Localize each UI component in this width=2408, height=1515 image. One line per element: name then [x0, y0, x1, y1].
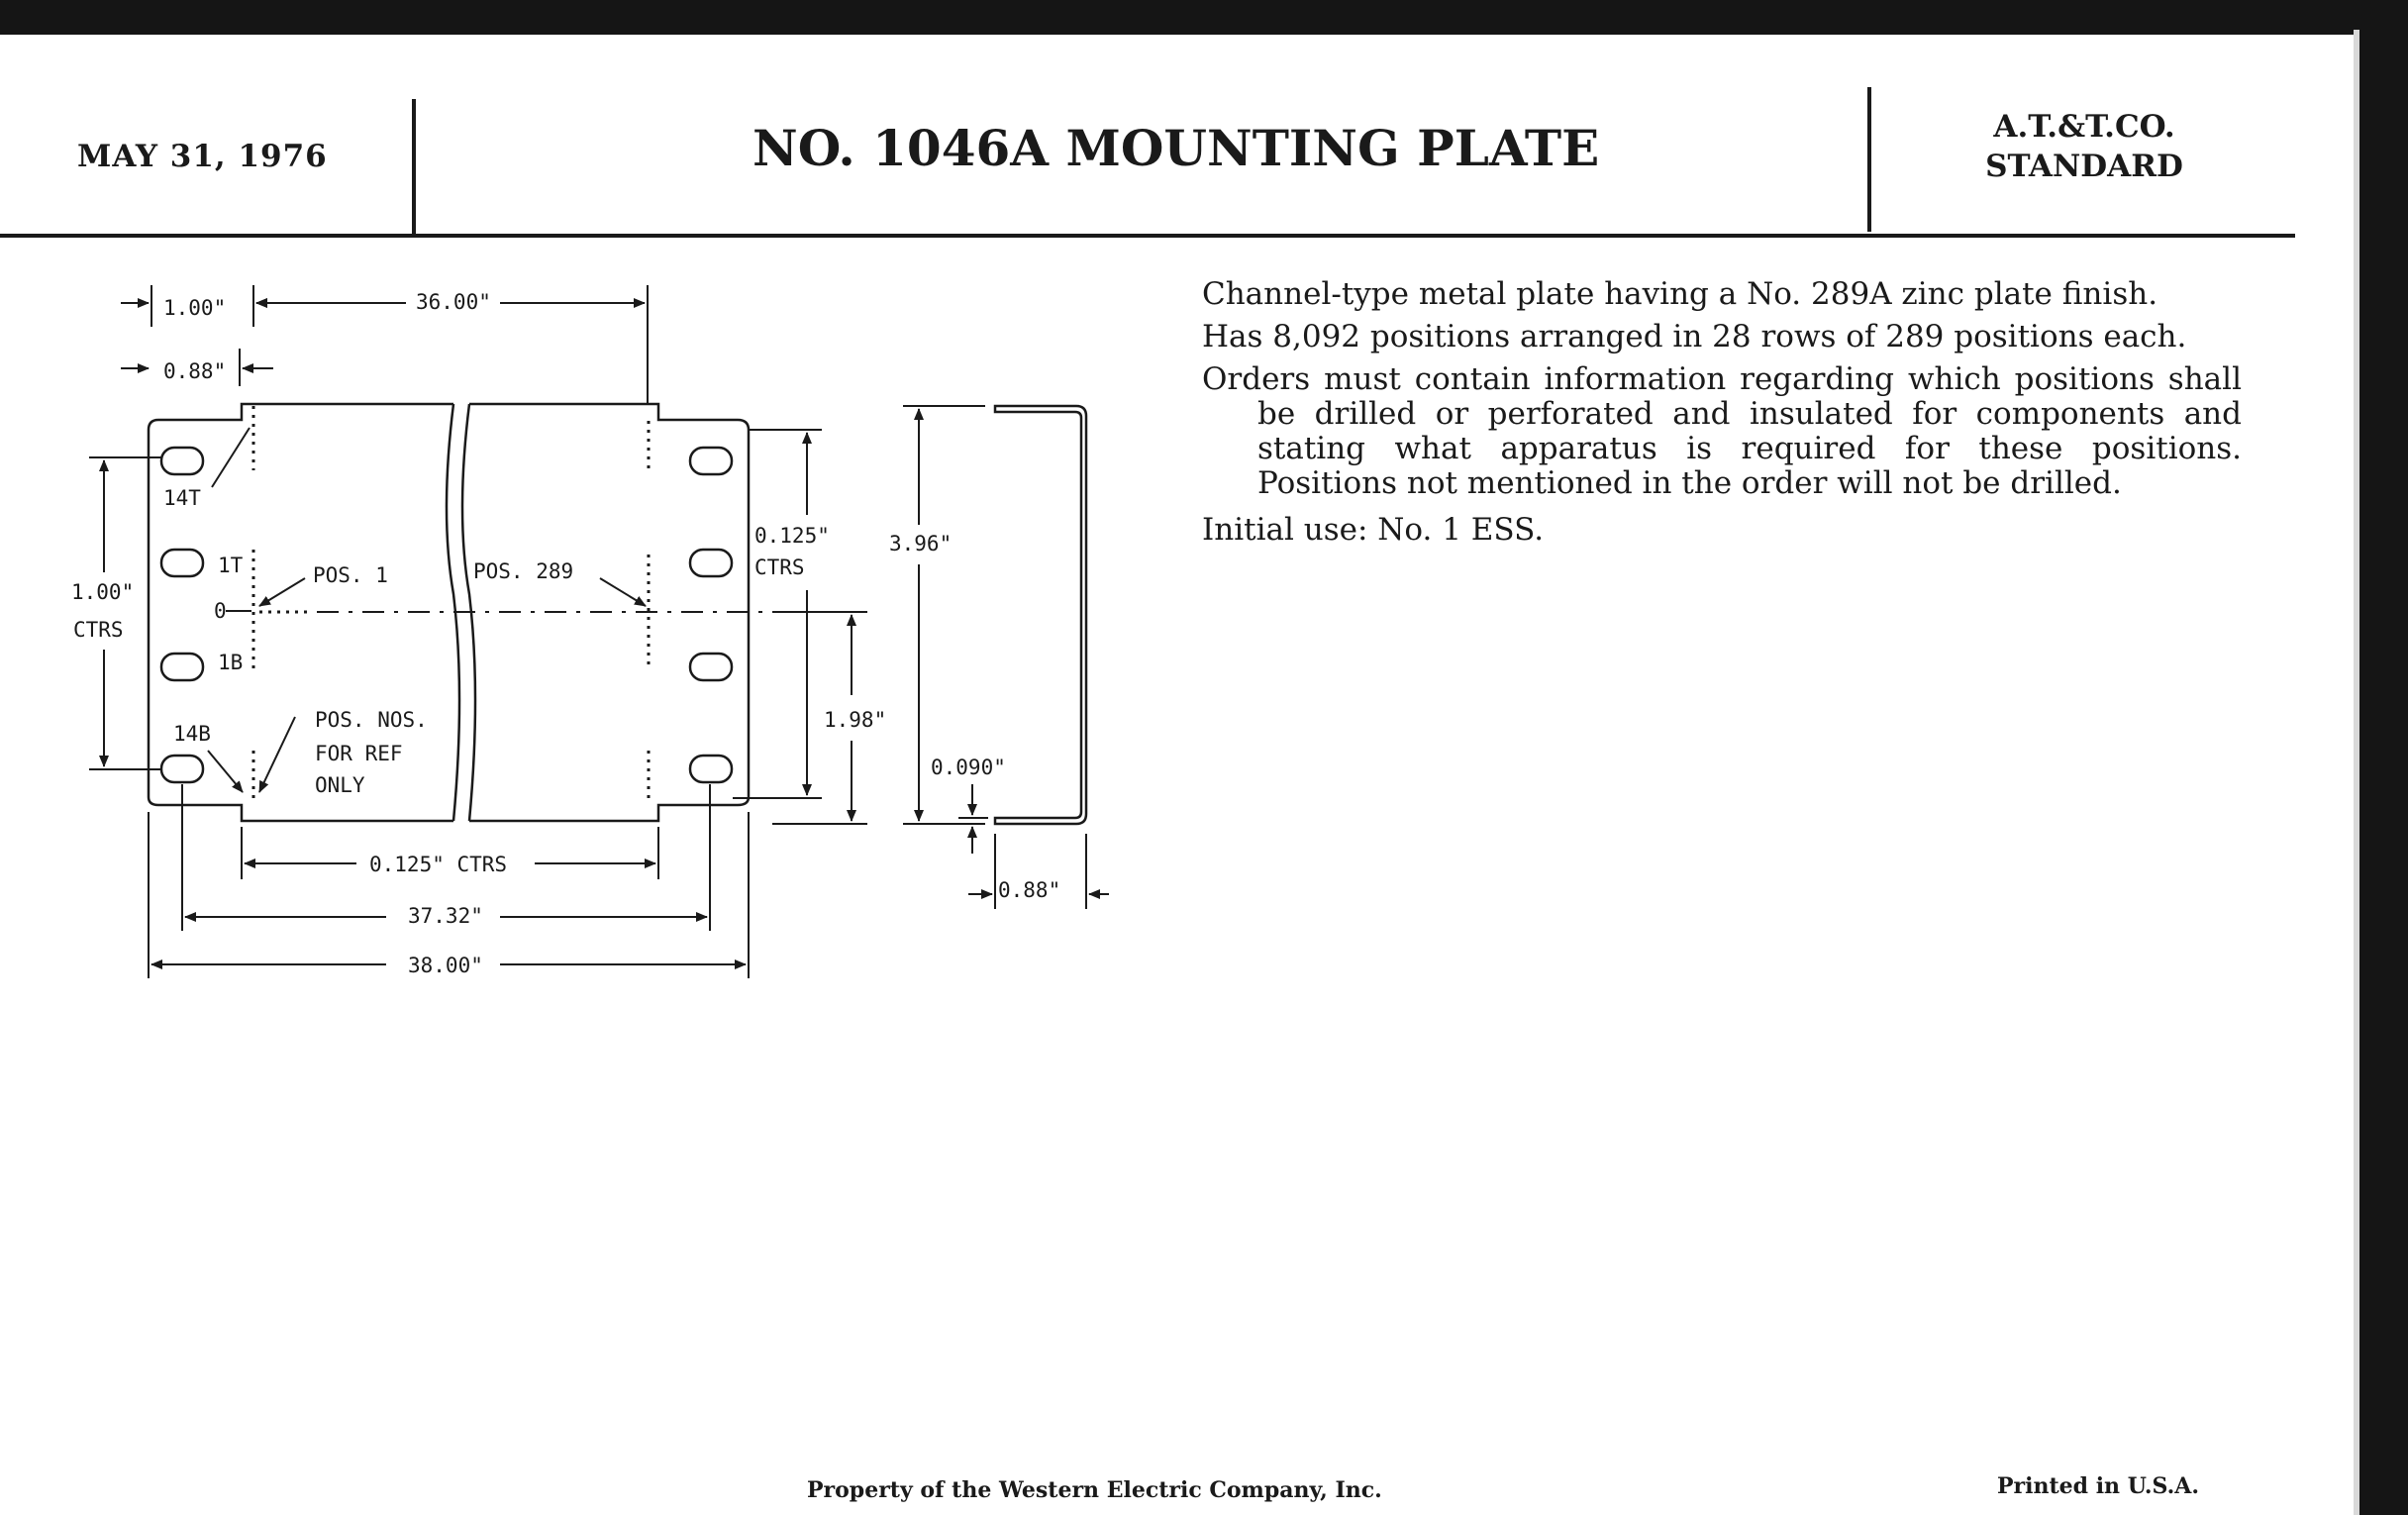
- slot-left-2: [161, 550, 203, 576]
- leader-posnos-b: [208, 751, 243, 792]
- dim-text-0125-ctrs: CTRS: [754, 556, 805, 579]
- dim-text-396: 3.96": [889, 532, 953, 556]
- plate-outline-left: [149, 404, 453, 821]
- description-initial-use: Initial use: No. 1 ESS.: [1202, 512, 1545, 548]
- slot-left-4: [161, 756, 203, 782]
- slot-right-1: [690, 448, 732, 474]
- dim-text-0-88-top: 0.88": [163, 359, 227, 383]
- dim-text-198: 1.98": [824, 708, 887, 732]
- leader-posnos-a: [259, 717, 295, 792]
- label-pos-289: POS. 289: [473, 559, 574, 583]
- scan-border-right: [2359, 0, 2408, 1515]
- header-divider-right: [1867, 87, 1871, 232]
- dim-text-0125-bottom: 0.125" CTRS: [369, 853, 508, 876]
- dim-text-3800: 38.00": [408, 954, 483, 977]
- channel-profile: [995, 406, 1086, 824]
- leader-pos289: [600, 578, 646, 606]
- page-title: NO. 1046A MOUNTING PLATE: [752, 119, 1600, 177]
- label-pos-nos-2: FOR REF: [315, 742, 403, 765]
- leader-14t: [212, 428, 250, 487]
- description-block: [1202, 277, 2242, 556]
- description-finish: Channel-type metal plate having a No. 289A zinc plate finish.: [1202, 276, 2158, 312]
- dim-text-36-00: 36.00": [416, 290, 491, 314]
- slot-right-3: [690, 654, 732, 680]
- dim-text-088-side: 0.88": [998, 878, 1061, 902]
- standard-line-1: A.T.&T.CO.: [1993, 109, 2175, 145]
- leader-pos1: [259, 578, 305, 606]
- label-pos-1: POS. 1: [313, 563, 388, 587]
- slot-right-2: [690, 550, 732, 576]
- label-14b: 14B: [173, 722, 211, 746]
- header-date: MAY 31, 1976: [77, 139, 328, 174]
- label-pos-nos-3: ONLY: [315, 773, 365, 797]
- label-1b: 1B: [218, 651, 244, 674]
- dim-text-left-ctrs: CTRS: [73, 618, 124, 642]
- dim-text-3732: 37.32": [408, 904, 483, 928]
- dim-text-left-1-00: 1.00": [71, 580, 135, 604]
- label-14t: 14T: [163, 486, 201, 510]
- description-orders: Orders must contain information regarding which positions shall be drilled or perforated and insulated for components and stating what apparatus is required for these positions. Positions not mentioned in the order will not be drilled.: [1202, 361, 2242, 501]
- slot-left-1: [161, 448, 203, 474]
- slot-right-4: [690, 756, 732, 782]
- description-positions: Has 8,092 positions arranged in 28 rows of 289 positions each.: [1202, 319, 2187, 354]
- header-standard: [1871, 107, 2297, 186]
- dim-text-0090: 0.090": [931, 756, 1006, 779]
- footer-printed: Printed in U.S.A.: [1997, 1473, 2200, 1499]
- label-1t: 1T: [218, 554, 244, 577]
- slot-left-3: [161, 654, 203, 680]
- label-0: 0: [214, 599, 227, 623]
- dim-text-0125: 0.125": [754, 524, 830, 548]
- mounting-plate-drawing: [0, 0, 1129, 990]
- standard-line-2: STANDARD: [1985, 149, 2183, 184]
- label-pos-nos-1: POS. NOS.: [315, 708, 428, 732]
- footer-property: Property of the Western Electric Company, Inc.: [807, 1477, 1382, 1503]
- dim-text-1-00: 1.00": [163, 296, 227, 320]
